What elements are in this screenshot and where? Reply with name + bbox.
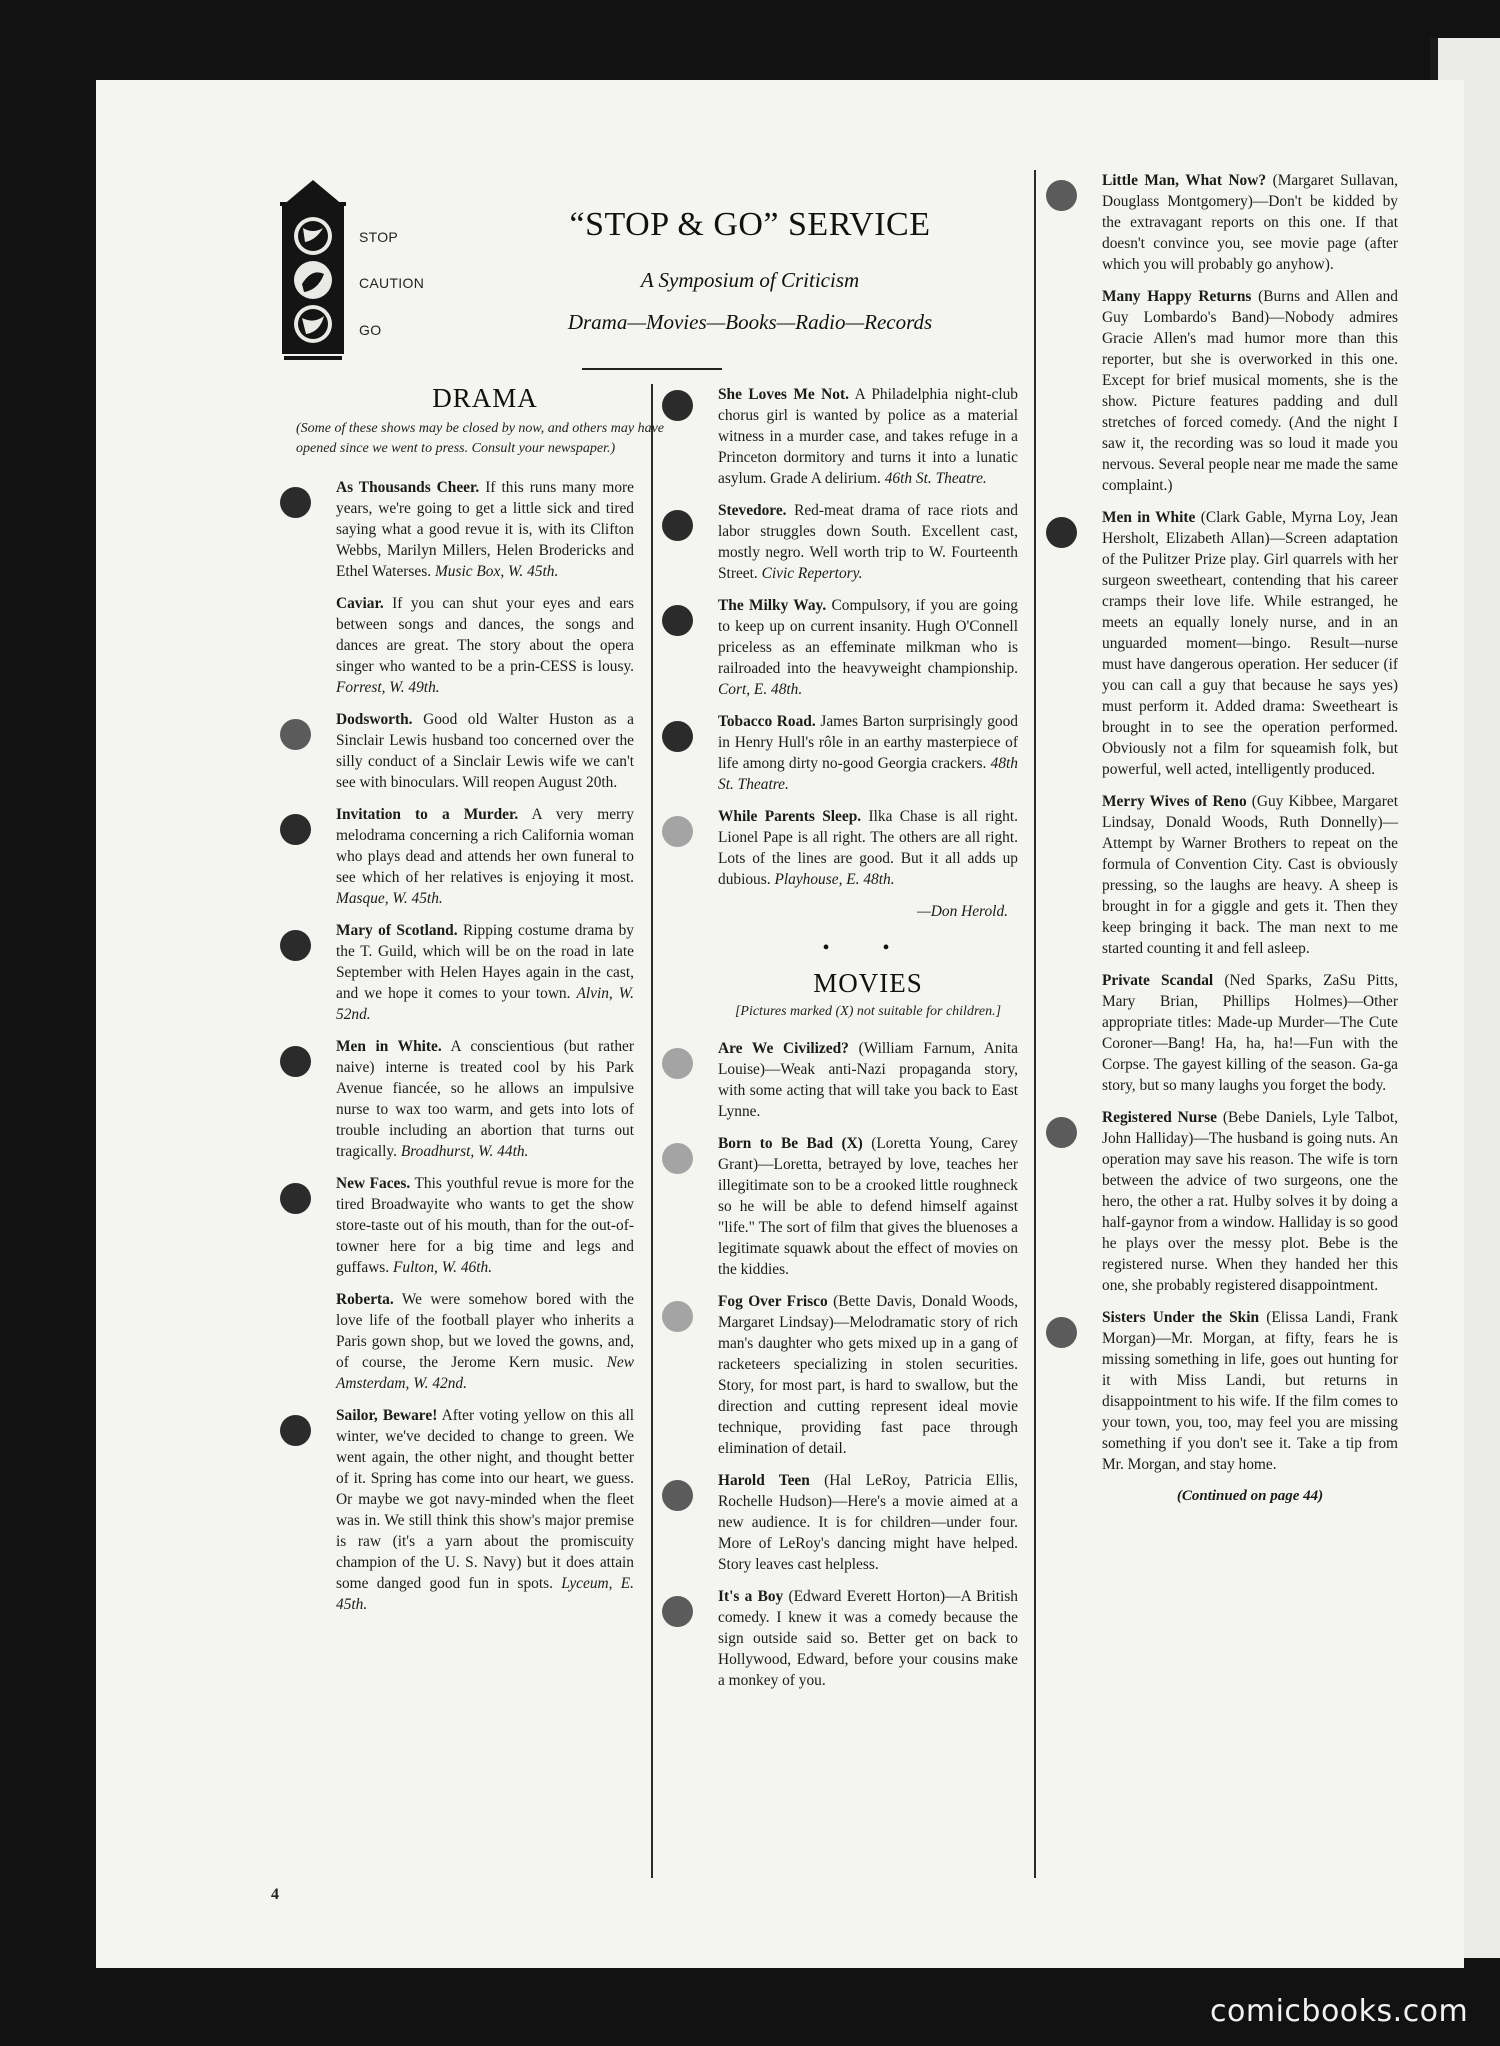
review-title: Fog Over Frisco [718,1293,828,1310]
review-text: (Bette Davis, Donald Woods, Margaret Lindsay)—Melodramatic story of rich man's daughter who gets mixed up in a gang of racketeers specializing in stolen securities. Story, for most part, is hard to swallow, but the direction and cutting represent ideal movie technique, providing fast pace through elimination of detail. [718,1293,1018,1457]
review-text: Ilka Chase is all right. Lionel Pape is all right. The others are all right. Lots of the lines are good. But it all adds up dubious. [718,808,1018,888]
review-entry [336,1405,634,1615]
drama-note: (Some of these shows may be closed by now, and others may have opened since we went to press. Consult your newspaper.) [296,421,664,456]
section-title-drama: DRAMA [432,383,538,413]
review-text: (Ned Sparks, ZaSu Pitts, Mary Brian, Phillips Holmes)—Other appropriate titles: Made-up Murder—The Cute Coroner—Bang! Ha, ha, ha!—Fun with the Corpse. The gayest killing of the season. Ga-ga story, but so many laughs you forget the body. [1102,972,1398,1094]
stop-signal-dot [280,1183,311,1214]
page-title: “STOP & GO” SERVICE [569,206,931,243]
review-venue: Cort, E. 48th. [718,681,803,698]
review-title: Private Scandal [1102,972,1214,989]
review-entry [1102,1107,1398,1296]
review-entry [718,1133,1018,1280]
review-text: Good old Walter Huston as a Sinclair Lewis husband too concerned over the silly conduct of a Sinclair Lewis wife we can't see with binoculars. Will reopen August 20th. [336,711,635,791]
review-title: Are We Civilized? [718,1040,849,1057]
review-entry [336,1173,634,1278]
review-entry [336,477,634,582]
section-separator: • • [822,937,914,959]
review-title: While Parents Sleep. [718,808,862,825]
review-venue: Lyceum, E. 45th. [336,1575,634,1613]
go-signal-dot [662,1301,693,1332]
review-entry [718,1038,1018,1122]
stop-signal-dot [662,605,693,636]
review-entry [1102,1307,1398,1475]
review-venue: Broadhurst, W. 44th. [400,1143,529,1160]
review-title: Sisters Under the Skin [1102,1309,1260,1326]
review-entry [718,1586,1018,1691]
review-text: A conscientious (but rather naive) interne is treated cool by his Park Avenue fiancée, so he allows an impulsive nurse to wax too warm, and gets into lots of trouble including an abortion that turns out tragically. [336,1038,635,1160]
stop-signal-dot [280,1046,311,1077]
review-venue: Masque, W. 45th. [336,890,443,907]
review-entry [1102,791,1398,959]
review-title: Men in White [1102,509,1196,526]
review-entry [718,595,1018,700]
go-signal-dot [662,816,693,847]
review-title: Sailor, Beware! [336,1407,438,1424]
category-line: Drama—Movies—Books—Radio—Records [567,310,933,334]
review-entry [718,1291,1018,1459]
review-title: As Thousands Cheer. [336,479,480,496]
review-venue: Fulton, W. 46th. [393,1259,493,1276]
review-venue: 46th St. Theatre. [884,470,987,487]
review-text: (William Farnum, Anita Louise)—Weak anti-Nazi propaganda story, with some acting that will take you back to East Lynne. [718,1040,1018,1120]
caution-signal-dot [1046,180,1077,211]
page-number: 4 [271,1886,279,1903]
stop-signal-dot [662,510,693,541]
review-title: Caviar. [336,595,384,612]
review-title: It's a Boy [718,1588,784,1605]
review-text: (Loretta Young, Carey Grant)—Loretta, betrayed by love, teaches her illegitimate son to be a crooked little roughneck so he will be able to defend himself against "life." The sort of film that gives the bluenoses a legitimate squawk about the effect of movies on the kiddies. [718,1135,1018,1278]
signal-label-caution: CAUTION [359,275,425,291]
signal-label-stop: STOP [359,229,399,245]
review-title: Merry Wives of Reno [1102,793,1247,810]
section-title-movies: MOVIES [813,968,923,998]
review-title: Invitation to a Murder. [336,806,519,823]
stop-signal-dot [662,390,693,421]
column-rule-2 [1034,170,1036,1878]
review-text: A very merry melodrama concerning a rich California woman who plays dead and attends her own funeral to see which of her relatives is enjoying it most. [336,806,634,886]
review-text: Compulsory, if you are going to keep up on current insanity. Hugh O'Connell priceless as an effeminate milkman who is railroaded into the heavyweight championship. [718,597,1018,677]
review-title: Stevedore. [718,502,787,519]
continued-note: (Continued on page 44) [1176,1488,1324,1504]
review-text: (Clark Gable, Myrna Loy, Jean Hersholt, Elizabeth Allan)—Screen adaptation of the Pulitzer Prize play. Girl quarrels with her surgeon sweetheart, contending that his career cramps their love life. While estranged, he meets an equally lonely nurse, and in an unguarded moment—bingo. Result—nurse must have dangerous operation. Her seducer (if you can call a guy that because he says yes) must perform it. Added drama: Sweetheart is brought in to see the operation performed. Obviously not a film for squeamish folk, but powerful, well acted, intelligently produced. [1102,509,1398,778]
review-entry [336,593,634,698]
caution-signal-dot [1046,1117,1077,1148]
watermark: comicbooks.com [1210,1994,1469,2029]
review-title: Harold Teen [718,1472,810,1489]
caution-signal-dot [1046,1317,1077,1348]
review-venue: Alvin, W. 52nd. [336,985,634,1023]
review-text: (Burns and Allen and Guy Lombardo's Band)—Nobody admires Gracie Allen's mad humor more than this reporter, but she is overworked in this one. Except for brief musical moments, she is the show. Picture features padding and dull stretches of forced comedy. (And the night I saw it, the recording was so loud it made you nervous. Several people near me made the same complaint.) [1102,288,1398,494]
review-title: She Loves Me Not. [718,386,849,403]
review-entry [336,920,634,1025]
stop-signal-dot [280,487,311,518]
review-title: Little Man, What Now? [1102,172,1267,189]
column-drama [296,383,664,1626]
review-title: Mary of Scotland. [336,922,458,939]
column-movies [1102,170,1398,1507]
review-title: The Milky Way. [718,597,827,614]
review-entry [718,384,1018,489]
movies-note: [Pictures marked (X) not suitable for children.] [734,1004,1002,1019]
review-title: Dodsworth. [336,711,413,728]
review-text: (Elissa Landi, Frank Morgan)—Mr. Morgan, at fifty, fears he is missing something in life, goes out hunting for it with Miss Landi, but returns in disappointment to his wife. If the film comes to your town, you, too, may feel you are missing something if you don't see it. Take a tip from Mr. Morgan, and stay home. [1102,1309,1398,1473]
go-signal-dot [662,1048,693,1079]
review-venue: New Amsterdam, W. 42nd. [336,1354,634,1392]
review-title: Registered Nurse [1102,1109,1217,1126]
caution-signal-dot [280,719,311,750]
review-title: Tobacco Road. [718,713,816,730]
review-entry [1102,286,1398,496]
review-text: (Edward Everett Horton)—A British comedy. I knew it was a comedy because the sign outside said so. Better get on back to Hollywood, Edward, before your cousins make a monkey of you. [718,1588,1018,1689]
stop-signal-dot [662,721,693,752]
stop-signal-dot [1046,517,1077,548]
column-rule-1 [651,384,653,1878]
stop-signal-dot [280,930,311,961]
stop-signal-dot [280,814,311,845]
review-entry [336,804,634,909]
review-text: If you can shut your eyes and ears between songs and dances, the songs and dances are great. The story about the opera singer who wanted to be a prin-CESS is lousy. [336,595,634,675]
review-entry [1102,970,1398,1096]
review-text: (Guy Kibbee, Margaret Lindsay, Donald Woods, Ruth Donnelly)—Attempt by Warner Brothers to repeat on the formula of Convention City. Cast is obviously pressing, so the laughs are heavy. A sheep is brought in for a giggle and gets it. Then they keep bringing it back. The man next to me started counting it and fell asleep. [1102,793,1398,957]
review-text: We were somehow bored with the love life of the football player who inherits a Paris gown shop, but we loved the gowns, and, of course, the Jerome Kern music. [336,1291,635,1371]
review-venue: Forrest, W. 49th. [336,679,440,696]
review-venue: 48th St. Theatre. [718,755,1018,793]
review-text: After voting yellow on this all winter, we've decided to change to green. We went again, the other night, and thought better of it. Spring has come into our heart, we guess. Or maybe we got navy-minded when the fleet was in. We still think this show's major premise is raw (it's a yarn about the promiscuity champion of the U. S. Navy) but it does attain some danged good fun in spots. [336,1407,635,1592]
review-text: If this runs many more years, we're going to get a little sick and tired saying what a good revue it is, with its Clifton Webbs, Marilyn Millers, Helen Brodericks and Ethel Waterses. [336,479,634,580]
stop-signal-dot [280,1415,311,1446]
review-entry [1102,507,1398,780]
traffic-signal-icon [278,176,348,362]
reviewer-signature: —Don Herold. [917,903,1008,920]
header-rule [582,368,722,370]
review-text: (Margaret Sullavan, Douglass Montgomery)—Don't be kidded by the extravagant reports on this one. If that doesn't convince you, see movie page (after which you will probably go anyhow). [1102,172,1398,273]
go-signal-dot [662,1143,693,1174]
signal-label-go: GO [359,322,382,338]
review-entry [336,1289,634,1394]
review-entry [718,1470,1018,1575]
review-entry [336,1036,634,1162]
review-title: Born to Be Bad (X) [718,1135,863,1152]
review-entry [718,806,1018,890]
review-venue: Music Box, W. 45th. [434,563,559,580]
review-entry [1102,170,1398,275]
review-text: (Hal LeRoy, Patricia Ellis, Rochelle Hudson)—Here's a movie aimed at a new audience. It is for children—under four. More of LeRoy's dancing might have helped. Story leaves cast helpless. [718,1472,1018,1573]
column-middle [718,384,1018,1702]
review-venue: Playhouse, E. 48th. [774,871,895,888]
review-text: Ripping costume drama by the T. Guild, which will be on the road in late September with Helen Hayes again in the cast, and we hope it comes to your town. [336,922,634,1002]
review-entry [718,500,1018,584]
caution-signal-dot [662,1480,693,1511]
review-venue: Civic Repertory. [761,565,863,582]
review-text: This youthful revue is more for the tired Broadwayite who wants to get the show store-taste out of his mouth, than for the out-of-towner here for a big time and legs and guffaws. [336,1175,634,1276]
review-title: Many Happy Returns [1102,288,1252,305]
review-text: (Bebe Daniels, Lyle Talbot, John Halliday)—The husband is going nuts. An operation may save his reason. The wife is torn between the advice of two surgeons, one the hero, the other a rat. Hulby solves it by doing a half-gaynor from a window. Halliday is so good he plays over the messy plot. Bebe is the registered nurse. When they handed her this one, she probably registered disappointment. [1102,1109,1398,1294]
page-subtitle: A Symposium of Criticism [640,268,860,292]
caution-signal-dot [662,1596,693,1627]
review-entry [336,709,634,793]
review-text: James Barton surprisingly good in Henry Hull's rôle in an earthy masterpiece of life among dirty no-good Georgia crackers. [718,713,1019,772]
review-title: Men in White. [336,1038,442,1055]
review-title: New Faces. [336,1175,411,1192]
review-text: A Philadelphia night-club chorus girl is wanted by police as a material witness in a murder case, and takes refuge in a Princeton dormitory and turns it into a lunatic asylum. Grade A delirium. [718,386,1018,487]
review-text: Red-meat drama of race riots and labor struggles down South. Excellent cast, mostly negro. Well worth trip to W. Fourteenth Street. [718,502,1018,582]
review-title: Roberta. [336,1291,394,1308]
review-entry [718,711,1018,795]
